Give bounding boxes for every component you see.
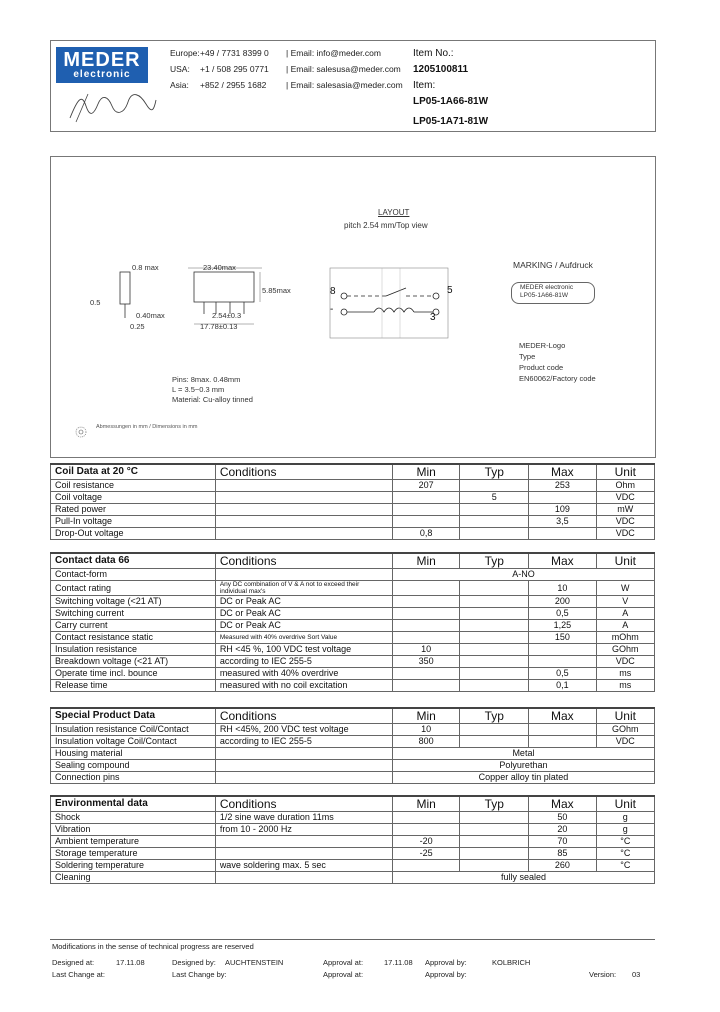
cell-value bbox=[529, 644, 597, 656]
cell-value: VDC bbox=[596, 528, 654, 540]
column-header: Typ bbox=[460, 708, 529, 724]
cell-parameter: Insulation voltage Coil/Contact bbox=[51, 736, 216, 748]
cell-value bbox=[460, 848, 529, 860]
cell-conditions bbox=[215, 492, 392, 504]
cell-parameter: Cleaning bbox=[51, 872, 216, 884]
cell-value bbox=[392, 620, 460, 632]
cell-parameter: Release time bbox=[51, 680, 216, 692]
column-header: Unit bbox=[596, 464, 654, 480]
cell-value bbox=[460, 596, 529, 608]
cell-value: 0,5 bbox=[529, 608, 597, 620]
cell-value bbox=[460, 836, 529, 848]
cell-value bbox=[460, 824, 529, 836]
table-header-row bbox=[51, 553, 655, 569]
cell-value: 10 bbox=[392, 644, 460, 656]
cell-value: 800 bbox=[392, 736, 460, 748]
pin-label-minus: - bbox=[330, 304, 334, 315]
column-header: Min bbox=[392, 464, 460, 480]
pins-note-2: L = 3.5~0.3 mm bbox=[172, 385, 225, 394]
cell-parameter: Insulation resistance Coil/Contact bbox=[51, 724, 216, 736]
cell-conditions bbox=[215, 480, 392, 492]
version-label: Version: bbox=[589, 970, 617, 979]
cell-value: g bbox=[596, 812, 654, 824]
column-header: Typ bbox=[460, 553, 529, 569]
marking-line-1: MEDER electronic bbox=[520, 284, 574, 291]
table-row bbox=[51, 872, 655, 884]
pin-label-5: 5 bbox=[447, 285, 453, 296]
table-row bbox=[51, 772, 655, 784]
table-header-row bbox=[51, 796, 655, 812]
cell-conditions: according to IEC 255-5 bbox=[215, 656, 392, 668]
cell-value bbox=[460, 480, 529, 492]
cell-parameter: Sealing compound bbox=[51, 760, 216, 772]
cell-value bbox=[392, 860, 460, 872]
contact-usa-email: | Email: salesusa@meder.com bbox=[286, 64, 401, 74]
designed-by-value: AUCHTENSTEIN bbox=[225, 958, 284, 967]
cell-value: 109 bbox=[529, 504, 597, 516]
table-header-row bbox=[51, 464, 655, 480]
cell-value bbox=[460, 812, 529, 824]
cell-conditions bbox=[215, 848, 392, 860]
cell-parameter: Shock bbox=[51, 812, 216, 824]
table-row bbox=[51, 748, 655, 760]
cell-conditions: DC or Peak AC bbox=[215, 620, 392, 632]
cell-value: 1,25 bbox=[529, 620, 597, 632]
pin-label-3: 3 bbox=[430, 312, 436, 323]
table-row bbox=[51, 644, 655, 656]
dimension-note: Abmessungen in mm / Dimensions in mm bbox=[96, 424, 198, 430]
designed-at-label: Designed at: bbox=[52, 958, 95, 967]
approval-by-label: Approval by: bbox=[425, 958, 467, 967]
cell-value: -20 bbox=[392, 836, 460, 848]
cell-conditions: 1/2 sine wave duration 11ms bbox=[215, 812, 392, 824]
cell-value bbox=[460, 656, 529, 668]
footer-divider bbox=[50, 939, 655, 940]
approval-at-value: 17.11.08 bbox=[384, 958, 413, 967]
cell-value: 10 bbox=[392, 724, 460, 736]
table-row bbox=[51, 581, 655, 596]
column-header: Typ bbox=[460, 464, 529, 480]
cell-value: 260 bbox=[529, 860, 597, 872]
cell-value bbox=[460, 620, 529, 632]
cell-parameter: Contact rating bbox=[51, 581, 216, 596]
cell-value: Ohm bbox=[596, 480, 654, 492]
cell-parameter: Ambient temperature bbox=[51, 836, 216, 848]
cell-value bbox=[392, 596, 460, 608]
cell-value: A bbox=[596, 608, 654, 620]
cell-value bbox=[392, 581, 460, 596]
contact-data-table bbox=[50, 552, 655, 692]
table-row bbox=[51, 632, 655, 644]
layout-title: LAYOUT bbox=[378, 208, 410, 217]
dim-label-8: 0.25 bbox=[130, 322, 145, 331]
cell-conditions bbox=[215, 772, 392, 784]
cell-value bbox=[460, 528, 529, 540]
cell-parameter: Contact resistance static bbox=[51, 632, 216, 644]
layout-schematic bbox=[326, 262, 456, 342]
cell-conditions bbox=[215, 516, 392, 528]
cell-parameter: Insulation resistance bbox=[51, 644, 216, 656]
table-row bbox=[51, 860, 655, 872]
cell-conditions: RH <45 %, 100 VDC test voltage bbox=[215, 644, 392, 656]
cell-value: 253 bbox=[529, 480, 597, 492]
cell-value bbox=[529, 656, 597, 668]
cell-value: -25 bbox=[392, 848, 460, 860]
cell-value: 50 bbox=[529, 812, 597, 824]
dim-label-5: 0.40max bbox=[136, 311, 165, 320]
dim-label-4: 0.5 bbox=[90, 298, 101, 307]
column-header: Min bbox=[392, 796, 460, 812]
cell-value: 350 bbox=[392, 656, 460, 668]
cell-value bbox=[460, 736, 529, 748]
cell-value: 207 bbox=[392, 480, 460, 492]
cell-parameter: Drop-Out voltage bbox=[51, 528, 216, 540]
column-header: Conditions bbox=[215, 464, 392, 480]
last-approval-by-label: Approval by: bbox=[425, 970, 467, 979]
cell-parameter: Switching current bbox=[51, 608, 216, 620]
table-row bbox=[51, 760, 655, 772]
cell-value bbox=[392, 492, 460, 504]
column-header: Conditions bbox=[215, 708, 392, 724]
cell-value bbox=[392, 632, 460, 644]
column-header: Unit bbox=[596, 553, 654, 569]
last-approval-at-label: Approval at: bbox=[323, 970, 364, 979]
column-header: Conditions bbox=[215, 553, 392, 569]
dim-label-3: 5.85max bbox=[262, 286, 291, 295]
cell-value: W bbox=[596, 581, 654, 596]
cell-parameter: Carry current bbox=[51, 620, 216, 632]
meder-logo bbox=[56, 47, 148, 83]
cell-value bbox=[529, 724, 597, 736]
designed-at-value: 17.11.08 bbox=[116, 958, 145, 967]
table-title: Environmental data bbox=[51, 796, 216, 812]
contact-asia-email: | Email: salesasia@meder.com bbox=[286, 80, 403, 90]
cell-conditions bbox=[215, 836, 392, 848]
cell-value: mW bbox=[596, 504, 654, 516]
marking-line-2: LP05-1A66-81W bbox=[520, 292, 569, 299]
cell-conditions bbox=[215, 748, 392, 760]
cell-value bbox=[460, 608, 529, 620]
cell-parameter: Storage temperature bbox=[51, 848, 216, 860]
item-name-1: LP05-1A66-81W bbox=[413, 96, 489, 107]
cell-parameter: Contact-form bbox=[51, 569, 216, 581]
cell-value: V bbox=[596, 596, 654, 608]
item-label: Item: bbox=[413, 80, 436, 91]
item-name-2: LP05-1A71-81W bbox=[413, 116, 489, 127]
column-header: Max bbox=[529, 464, 597, 480]
marking-note-1: MEDER-Logo bbox=[519, 341, 566, 350]
cell-conditions bbox=[215, 872, 392, 884]
cell-value: Copper alloy tin plated bbox=[392, 772, 654, 784]
cell-value: VDC bbox=[596, 736, 654, 748]
cell-value bbox=[529, 492, 597, 504]
column-header: Max bbox=[529, 553, 597, 569]
table-row bbox=[51, 836, 655, 848]
table-title: Contact data 66 bbox=[51, 553, 216, 569]
cell-parameter: Breakdown voltage (<21 AT) bbox=[51, 656, 216, 668]
marking-title: MARKING / Aufdruck bbox=[513, 260, 593, 270]
cell-value: 20 bbox=[529, 824, 597, 836]
cell-value: VDC bbox=[596, 492, 654, 504]
cell-parameter: Operate time incl. bounce bbox=[51, 668, 216, 680]
relay-dimension-drawing bbox=[84, 258, 284, 338]
cell-parameter: Coil voltage bbox=[51, 492, 216, 504]
cell-value bbox=[392, 608, 460, 620]
cell-value: °C bbox=[596, 836, 654, 848]
contact-usa-phone: +1 / 508 295 0771 bbox=[200, 64, 269, 74]
cell-value: VDC bbox=[596, 516, 654, 528]
cell-parameter: Connection pins bbox=[51, 772, 216, 784]
cell-conditions: from 10 - 2000 Hz bbox=[215, 824, 392, 836]
cell-value bbox=[392, 812, 460, 824]
table-row bbox=[51, 492, 655, 504]
column-header: Typ bbox=[460, 796, 529, 812]
cell-conditions-small: Any DC combination of V & A not to exceed their individual max's bbox=[219, 581, 360, 595]
approval-by-value: KOLBRICH bbox=[492, 958, 531, 967]
cell-conditions bbox=[215, 760, 392, 772]
cell-value: 5 bbox=[460, 492, 529, 504]
cell-conditions bbox=[215, 632, 392, 644]
cell-conditions: wave soldering max. 5 sec bbox=[215, 860, 392, 872]
logo-subtext: electronic bbox=[73, 69, 131, 80]
table-row bbox=[51, 480, 655, 492]
table-row bbox=[51, 736, 655, 748]
cell-conditions bbox=[215, 569, 392, 581]
cell-value bbox=[460, 860, 529, 872]
cell-parameter: Housing material bbox=[51, 748, 216, 760]
table-row bbox=[51, 812, 655, 824]
dim-label-6: 2.54±0.3 bbox=[212, 311, 242, 320]
table-row bbox=[51, 569, 655, 581]
table-row bbox=[51, 620, 655, 632]
dim-label-1: 0.8 max bbox=[132, 263, 159, 272]
cell-value: 10 bbox=[529, 581, 597, 596]
table-row bbox=[51, 724, 655, 736]
column-header: Unit bbox=[596, 796, 654, 812]
table-header-row bbox=[51, 708, 655, 724]
table-row bbox=[51, 528, 655, 540]
cell-value: 3,5 bbox=[529, 516, 597, 528]
cell-conditions bbox=[215, 504, 392, 516]
cell-parameter: Soldering temperature bbox=[51, 860, 216, 872]
cell-value bbox=[529, 528, 597, 540]
table-row bbox=[51, 596, 655, 608]
cell-value: g bbox=[596, 824, 654, 836]
cell-conditions: DC or Peak AC bbox=[215, 608, 392, 620]
layout-subtitle: pitch 2.54 mm/Top view bbox=[344, 221, 428, 230]
table-title: Coil Data at 20 °C bbox=[51, 464, 216, 480]
item-no-value: 1205100811 bbox=[413, 64, 469, 75]
cell-value: ms bbox=[596, 680, 654, 692]
cell-value: fully sealed bbox=[392, 872, 654, 884]
last-change-at-label: Last Change at: bbox=[52, 970, 105, 979]
dim-label-7: 17.78±0.13 bbox=[200, 322, 238, 331]
coil-data-table bbox=[50, 463, 655, 540]
last-change-by-label: Last Change by: bbox=[172, 970, 227, 979]
cell-value bbox=[460, 680, 529, 692]
logo-text: MEDER bbox=[63, 49, 141, 71]
version-value: 03 bbox=[632, 970, 641, 979]
cell-value: °C bbox=[596, 848, 654, 860]
cell-value: GOhm bbox=[596, 724, 654, 736]
special-product-table bbox=[50, 707, 655, 784]
contact-usa-region: USA: bbox=[170, 64, 190, 74]
contact-europe-region: Europe: bbox=[170, 48, 200, 58]
cell-value: ms bbox=[596, 668, 654, 680]
cell-value bbox=[460, 724, 529, 736]
column-header: Unit bbox=[596, 708, 654, 724]
cell-value bbox=[392, 668, 460, 680]
marking-note-3: Product code bbox=[519, 363, 564, 372]
cell-value: Metal bbox=[392, 748, 654, 760]
cell-value bbox=[460, 668, 529, 680]
cell-value: 0,8 bbox=[392, 528, 460, 540]
column-header: Min bbox=[392, 553, 460, 569]
cell-value bbox=[392, 516, 460, 528]
cell-value: mOhm bbox=[596, 632, 654, 644]
cell-value: 200 bbox=[529, 596, 597, 608]
contact-asia-region: Asia: bbox=[170, 80, 189, 90]
table-row bbox=[51, 504, 655, 516]
table-row bbox=[51, 668, 655, 680]
cell-value: 150 bbox=[529, 632, 597, 644]
item-no-label: Item No.: bbox=[413, 48, 454, 59]
cell-value bbox=[460, 516, 529, 528]
cell-value bbox=[392, 824, 460, 836]
cell-value: Polyurethan bbox=[392, 760, 654, 772]
cell-value: A-NO bbox=[392, 569, 654, 581]
column-header: Max bbox=[529, 708, 597, 724]
cell-conditions bbox=[215, 528, 392, 540]
cell-value: A bbox=[596, 620, 654, 632]
cell-conditions: DC or Peak AC bbox=[215, 596, 392, 608]
dim-label-2: 23.40max bbox=[203, 263, 236, 272]
cell-value bbox=[529, 736, 597, 748]
cell-parameter: Vibration bbox=[51, 824, 216, 836]
cell-parameter: Switching voltage (<21 AT) bbox=[51, 596, 216, 608]
table-row bbox=[51, 848, 655, 860]
cell-value: 0,1 bbox=[529, 680, 597, 692]
column-header: Max bbox=[529, 796, 597, 812]
column-header: Conditions bbox=[215, 796, 392, 812]
table-row bbox=[51, 516, 655, 528]
pin-label-8: 8 bbox=[330, 286, 336, 297]
contact-europe-email: | Email: info@meder.com bbox=[286, 48, 381, 58]
table-row bbox=[51, 824, 655, 836]
slogan-signature bbox=[68, 88, 158, 124]
cell-value: °C bbox=[596, 860, 654, 872]
cell-value bbox=[460, 644, 529, 656]
cell-conditions: RH <45%, 200 VDC test voltage bbox=[215, 724, 392, 736]
cell-value: GOhm bbox=[596, 644, 654, 656]
contact-europe-phone: +49 / 7731 8399 0 bbox=[200, 48, 269, 58]
cell-value: 70 bbox=[529, 836, 597, 848]
marking-note-2: Type bbox=[519, 352, 536, 361]
cell-conditions bbox=[215, 581, 392, 596]
marking-note-4: EN60062/Factory code bbox=[519, 374, 596, 383]
cell-value bbox=[392, 504, 460, 516]
pins-note-3: Material: Cu-alloy tinned bbox=[172, 395, 253, 404]
cell-conditions: measured with no coil excitation bbox=[215, 680, 392, 692]
cell-conditions-small: Measured with 40% overdrive Sort Value bbox=[219, 634, 338, 641]
cell-value: 0,5 bbox=[529, 668, 597, 680]
designed-by-label: Designed by: bbox=[172, 958, 216, 967]
cell-value bbox=[460, 581, 529, 596]
table-row bbox=[51, 680, 655, 692]
projection-symbol-icon bbox=[74, 424, 94, 440]
table-row bbox=[51, 656, 655, 668]
approval-at-label: Approval at: bbox=[323, 958, 364, 967]
footer-note: Modifications in the sense of technical progress are reserved bbox=[52, 942, 254, 951]
table-row bbox=[51, 608, 655, 620]
cell-conditions: measured with 40% overdrive bbox=[215, 668, 392, 680]
environmental-data-table bbox=[50, 795, 655, 884]
cell-parameter: Rated power bbox=[51, 504, 216, 516]
cell-value: 85 bbox=[529, 848, 597, 860]
cell-value bbox=[460, 504, 529, 516]
contact-asia-phone: +852 / 2955 1682 bbox=[200, 80, 267, 90]
cell-conditions: according to IEC 255-5 bbox=[215, 736, 392, 748]
cell-value bbox=[460, 632, 529, 644]
table-title: Special Product Data bbox=[51, 708, 216, 724]
cell-parameter: Coil resistance bbox=[51, 480, 216, 492]
cell-parameter: Pull-In voltage bbox=[51, 516, 216, 528]
column-header: Min bbox=[392, 708, 460, 724]
cell-value bbox=[392, 680, 460, 692]
pins-note-1: Pins: 8max. 0.48mm bbox=[172, 375, 241, 384]
cell-value: VDC bbox=[596, 656, 654, 668]
